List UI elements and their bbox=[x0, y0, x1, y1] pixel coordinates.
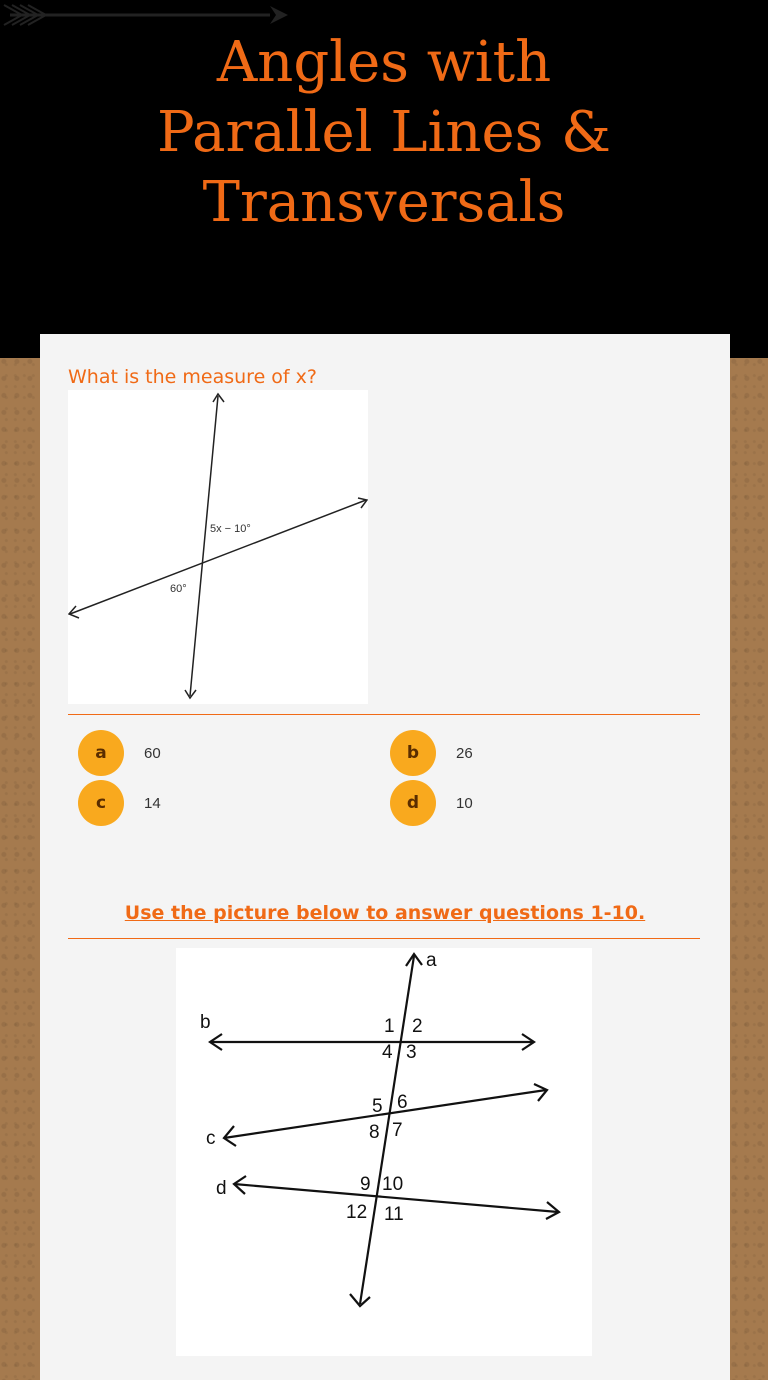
line-c bbox=[224, 1090, 546, 1138]
cardboard-right bbox=[730, 358, 768, 1380]
angle-label-bottom: 60° bbox=[170, 583, 187, 595]
angle-4: 4 bbox=[382, 1042, 393, 1063]
figure1-line-vertical bbox=[190, 396, 218, 696]
angle-12: 12 bbox=[346, 1202, 368, 1223]
header-banner bbox=[0, 0, 768, 358]
angle-10: 10 bbox=[382, 1174, 404, 1195]
content-panel bbox=[40, 334, 730, 1380]
figure1-line-slanted bbox=[70, 500, 366, 614]
angle-6: 6 bbox=[397, 1092, 408, 1113]
arrow-icon bbox=[0, 0, 290, 30]
option-d-badge: d bbox=[390, 780, 436, 826]
option-a[interactable] bbox=[78, 730, 161, 776]
divider-top bbox=[68, 714, 700, 715]
angle-8: 8 bbox=[369, 1122, 380, 1143]
option-d-text: 10 bbox=[456, 794, 473, 812]
option-a-text: 60 bbox=[144, 744, 161, 762]
option-d[interactable] bbox=[390, 780, 473, 826]
label-line-a: a bbox=[426, 950, 437, 971]
angle-2: 2 bbox=[412, 1016, 423, 1037]
angle-7: 7 bbox=[392, 1120, 403, 1141]
option-a-badge: a bbox=[78, 730, 124, 776]
angle-figure bbox=[68, 390, 368, 704]
angle-11: 11 bbox=[384, 1204, 404, 1225]
option-b-text: 26 bbox=[456, 744, 473, 762]
angle-3: 3 bbox=[406, 1042, 417, 1063]
option-c-text: 14 bbox=[144, 794, 161, 812]
angle-5: 5 bbox=[372, 1096, 383, 1117]
option-c[interactable] bbox=[78, 780, 161, 826]
page-title: Angles with Parallel Lines & Transversals bbox=[156, 30, 612, 235]
question-prompt: What is the measure of x? bbox=[68, 366, 317, 388]
label-line-d: d bbox=[216, 1178, 227, 1199]
label-line-c: c bbox=[206, 1128, 216, 1149]
angle-label-top: 5x − 10° bbox=[210, 523, 251, 535]
angle-1: 1 bbox=[384, 1016, 395, 1037]
option-b-badge: b bbox=[390, 730, 436, 776]
cardboard-left bbox=[0, 358, 40, 1380]
option-c-badge: c bbox=[78, 780, 124, 826]
option-b[interactable] bbox=[390, 730, 473, 776]
parallel-lines-figure bbox=[176, 948, 592, 1356]
divider-bottom bbox=[68, 938, 700, 939]
angle-9: 9 bbox=[360, 1174, 371, 1195]
instruction-text: Use the picture below to answer questions 1-10. bbox=[124, 902, 646, 924]
label-line-b: b bbox=[200, 1012, 211, 1033]
